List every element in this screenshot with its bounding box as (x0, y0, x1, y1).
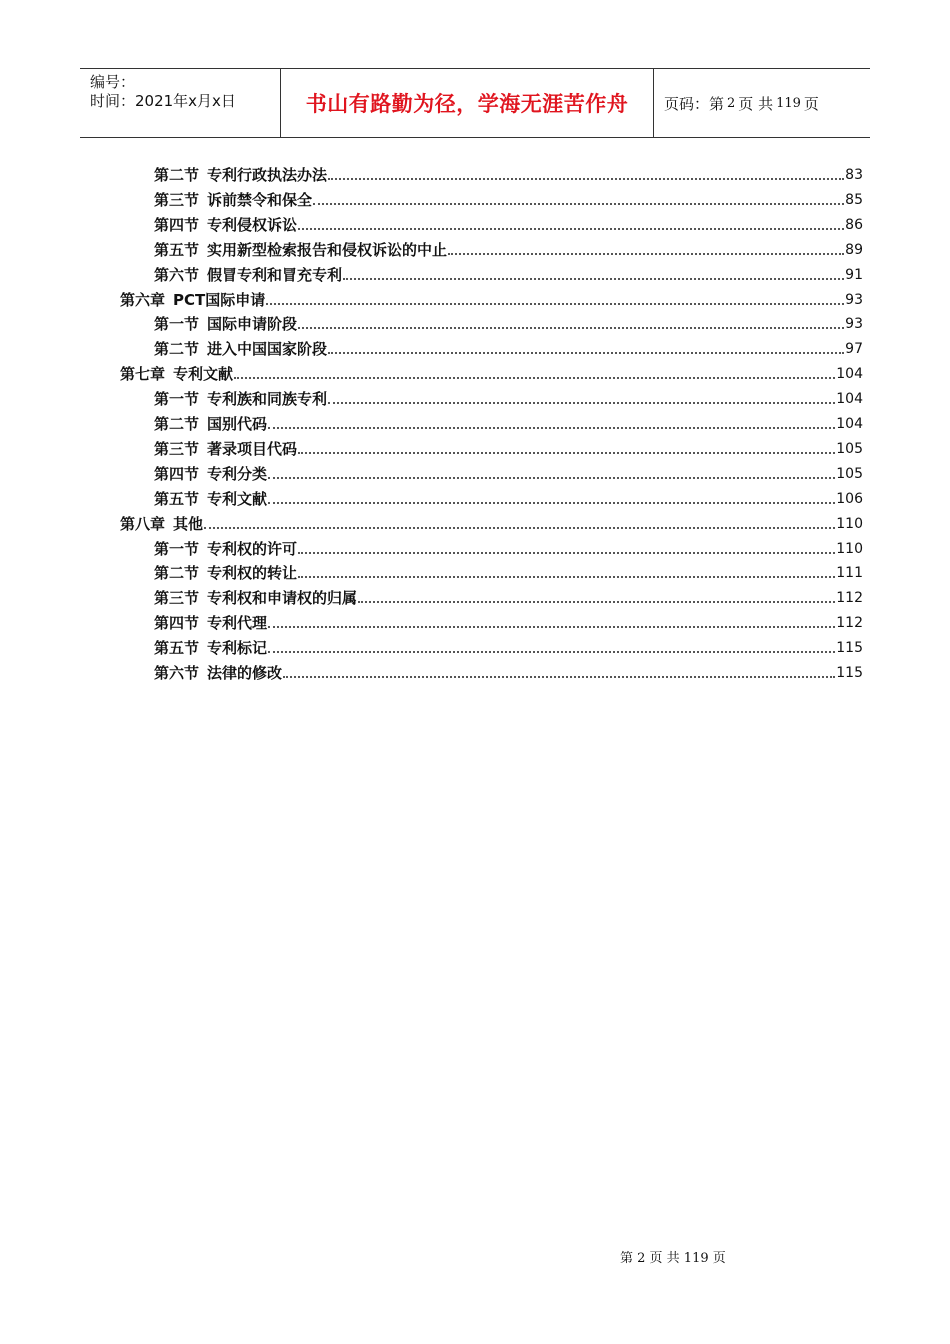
toc-section-entry[interactable] (154, 658, 863, 682)
toc-chapter-entry[interactable] (120, 509, 863, 533)
page-current: 2 (727, 95, 736, 111)
toc-leader-dots (268, 427, 835, 429)
toc-leader-dots (313, 203, 844, 205)
toc-leader-dots (268, 477, 835, 479)
toc-chapter-entry[interactable] (120, 285, 863, 309)
toc-section-entry[interactable] (154, 459, 863, 483)
toc-entry-number: 第二节 (154, 166, 200, 184)
toc-entry-label (154, 564, 297, 582)
toc-entry-number: 第二节 (154, 564, 200, 583)
toc-leader-dots (328, 178, 844, 180)
toc-section-entry[interactable] (154, 608, 863, 632)
toc-entry-page: 106 (836, 490, 863, 507)
toc-entry-label (154, 614, 267, 632)
toc-entry-title: 实用新型检索报告和侵权诉讼的中止 (207, 240, 448, 259)
toc-entry-label (154, 440, 297, 458)
toc-entry-label (154, 415, 267, 433)
toc-entry-page: 93 (845, 316, 863, 333)
toc-entry-page: 110 (836, 540, 863, 557)
page-middle: 页 共 (738, 94, 774, 113)
toc-entry-number: 第三节 (154, 190, 200, 209)
toc-leader-dots (448, 253, 844, 255)
toc-section-entry[interactable] (154, 583, 863, 607)
toc-entry-number: 第六章 (120, 290, 166, 309)
toc-entry-label (154, 465, 267, 483)
header-meta (80, 69, 281, 137)
time-label: 时间：2021年x月x日 (90, 92, 236, 110)
toc-section-entry[interactable] (154, 185, 863, 209)
toc-entry-title: 国际申请阶段 (207, 315, 298, 334)
toc-entry-title: PCT国际申请 (173, 290, 266, 309)
motto-text: 书山有路勤为径，学海无涯苦作舟 (305, 92, 629, 116)
toc-entry-number: 第一节 (154, 539, 200, 558)
toc-entry-number: 第一节 (154, 315, 200, 334)
toc-entry-number: 第三节 (154, 439, 200, 458)
toc-entry-title: 专利权和申请权的归属 (207, 589, 358, 608)
toc-entry-title: 专利行政执法办法 (207, 166, 328, 184)
toc-entry-title: 专利代理 (207, 614, 268, 633)
toc-entry-title: 著录项目代码 (207, 439, 298, 458)
toc-leader-dots (328, 402, 835, 404)
toc-entry-title: 专利权的转让 (207, 564, 298, 583)
toc-entry-page: 104 (836, 391, 863, 408)
toc-leader-dots (343, 278, 844, 280)
toc-entry-number: 第二节 (154, 340, 200, 359)
toc-entry-title: 假冒专利和冒充专利 (207, 265, 343, 284)
toc-leader-dots (268, 651, 835, 653)
toc-entry-page: 112 (836, 615, 863, 632)
page-total: 119 (776, 95, 801, 111)
toc-entry-title: 专利分类 (207, 464, 268, 483)
header-page-counter (654, 69, 870, 137)
toc-section-entry[interactable] (154, 260, 863, 284)
toc-entry-label (154, 166, 327, 184)
toc-entry-label (154, 390, 327, 408)
toc-section-entry[interactable] (154, 409, 863, 433)
toc-entry-number: 第五节 (154, 639, 200, 658)
page-header (80, 68, 870, 138)
toc-entry-title: 专利文献 (207, 489, 268, 508)
toc-entry-number: 第五节 (154, 489, 200, 508)
code-label: 编号： (90, 73, 136, 91)
toc-section-entry[interactable] (154, 160, 863, 184)
toc-entry-page: 105 (836, 465, 863, 482)
toc-entry-number: 第六节 (154, 265, 200, 284)
toc-entry-page: 115 (836, 665, 863, 681)
toc-entry-label (154, 340, 327, 358)
toc-entry-number: 第四节 (154, 614, 200, 633)
toc-entry-page: 115 (836, 640, 863, 657)
toc-section-entry[interactable] (154, 210, 863, 234)
toc-leader-dots (298, 228, 844, 230)
toc-entry-page: 104 (836, 416, 863, 432)
toc-section-entry[interactable] (154, 633, 863, 657)
toc-section-entry[interactable] (154, 334, 863, 358)
toc-entry-label (154, 266, 342, 284)
toc-entry-page: 104 (836, 366, 863, 383)
toc-entry-title: 进入中国国家阶段 (207, 340, 328, 359)
toc-leader-dots (298, 452, 835, 454)
toc-entry-label (154, 315, 297, 333)
page-prefix: 页码：第 (664, 94, 725, 113)
toc-leader-dots (298, 552, 835, 554)
toc-section-entry[interactable] (154, 384, 863, 408)
toc-entry-number: 第六节 (154, 664, 200, 682)
page-suffix: 页 (803, 94, 819, 113)
toc-entry-title: 专利权的许可 (207, 539, 298, 558)
toc-entry-number: 第一节 (154, 390, 200, 409)
toc-entry-title: 专利文献 (173, 365, 234, 384)
toc-entry-page: 110 (836, 515, 863, 532)
toc-leader-dots (268, 626, 835, 628)
toc-leader-dots (358, 601, 835, 603)
toc-entry-page: 83 (845, 167, 863, 183)
toc-section-entry[interactable] (154, 434, 863, 458)
toc-leader-dots (283, 676, 835, 678)
toc-entry-label (154, 241, 447, 259)
toc-leader-dots (268, 502, 835, 504)
toc-entry-page: 97 (845, 341, 863, 358)
toc-entry-label (154, 216, 297, 234)
toc-entry-label (154, 540, 297, 558)
toc-entry-page: 91 (845, 266, 863, 283)
toc-entry-label (120, 515, 203, 533)
toc-entry-title: 专利族和同族专利 (207, 390, 328, 409)
toc-entry-label (154, 490, 267, 508)
toc-entry-label (120, 365, 233, 383)
toc-entry-label (154, 639, 267, 657)
toc-entry-title: 专利标记 (207, 639, 268, 658)
toc-entry-page: 86 (845, 216, 863, 233)
toc-entry-page: 105 (836, 440, 863, 457)
toc-entry-label (154, 589, 357, 607)
toc-section-entry[interactable] (154, 235, 863, 259)
toc-section-entry[interactable] (154, 558, 863, 582)
toc-section-entry[interactable] (154, 309, 863, 333)
toc-section-entry[interactable] (154, 534, 863, 558)
toc-entry-number: 第三节 (154, 589, 200, 608)
toc-entry-label (154, 191, 312, 209)
toc-entry-title: 法律的修改 (207, 664, 283, 682)
toc-section-entry[interactable] (154, 484, 863, 508)
toc-entry-page: 93 (845, 291, 863, 308)
toc-entry-title: 诉前禁令和保全 (207, 190, 313, 209)
toc-entry-number: 第五节 (154, 240, 200, 259)
toc-leader-dots (298, 327, 844, 329)
toc-entry-page: 85 (845, 191, 863, 208)
toc-entry-title: 国别代码 (207, 415, 268, 433)
toc-entry-number: 第八章 (120, 514, 166, 533)
toc-entry-number: 第二节 (154, 415, 200, 433)
toc-chapter-entry[interactable] (120, 359, 863, 383)
toc-entry-label (154, 664, 282, 682)
toc-entry-number: 第四节 (154, 464, 200, 483)
toc-entry-title: 专利侵权诉讼 (207, 215, 298, 234)
toc-entry-number: 第七章 (120, 365, 166, 384)
toc-entry-page: 112 (836, 590, 863, 607)
toc-entry-label (120, 291, 265, 309)
toc-leader-dots (204, 527, 835, 529)
toc-entry-number: 第四节 (154, 215, 200, 234)
toc-entry-page: 111 (836, 565, 863, 582)
header-motto-cell (281, 69, 654, 137)
toc-entry-title: 其他 (173, 514, 204, 533)
page-footer: 第 2 页 共 119 页 (620, 1251, 726, 1266)
toc-leader-dots (328, 352, 844, 354)
toc-leader-dots (234, 377, 835, 379)
toc-leader-dots (266, 303, 844, 305)
toc-leader-dots (298, 576, 835, 578)
toc-entry-page: 89 (845, 241, 863, 258)
